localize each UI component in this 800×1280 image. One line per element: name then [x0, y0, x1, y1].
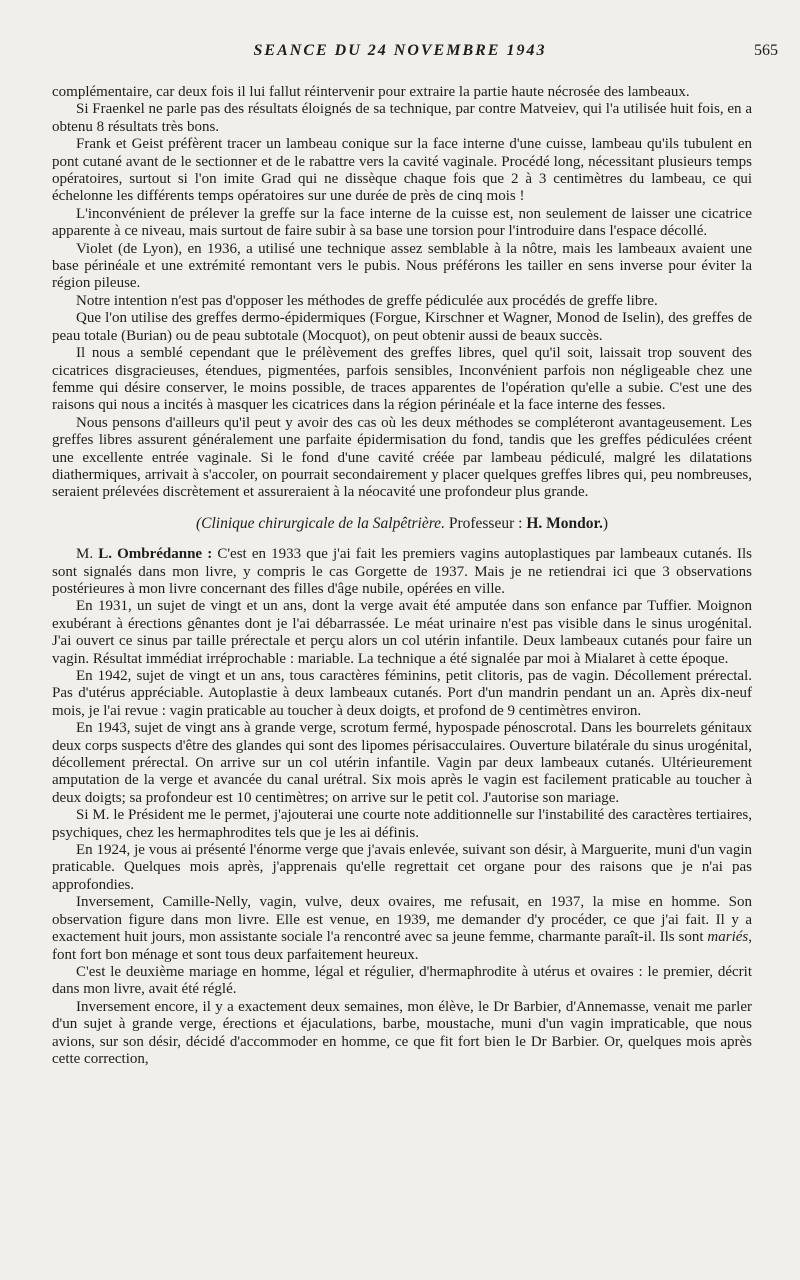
- speaker-text: C'est en 1933 que j'ai fait les premiers vagins autoplastiques par lambeaux cutanés. Ils sont signalés dans mon livre, y compris le cas Gorgette de 1937. Mais je ne retiendrai ici que 3 observations postérieures à mon livre concernant des filles d'âge nubile, opérées en ville.: [52, 546, 753, 597]
- paragraph: C'est le deuxième mariage en homme, légal et régulier, d'hermaphrodite à utérus et ovaires : le premier, décrit dans mon livre, avait été réglé.: [52, 963, 752, 998]
- professor-name: H. Mondor.: [526, 514, 603, 532]
- paragraph: L'inconvénient de prélever la greffe sur la face interne de la cuisse est, non seulement de laisser une cicatrice apparente à ce niveau, mais surtout de faire subir à sa base une torsion pour l'introduire dans l'espace décollé.: [52, 205, 752, 240]
- paragraph: En 1942, sujet de vingt et un ans, tous caractères féminins, petit clitoris, pas de vagin. Décollement prérectal. Pas d'utérus appréciable. Autoplastie à deux lambeaux cutanés. Port d'un mandrin pendant un an. Après dix-neuf mois, je l'ai revue : vagin praticable au toucher à deux doigts, et profond de 9 centimètres environ.: [52, 668, 752, 719]
- page-header: [0, 42, 800, 64]
- paragraph: [52, 894, 752, 964]
- paragraph: Inversement encore, il y a exactement deux semaines, mon élève, le Dr Barbier, d'Annemasse, venait me parler d'un sujet à grande verge, érections et éjaculations, barbe, moustache, muni d'un vagin impraticable, que nous avions, sur son désir, décidé d'accommoder en homme, ce que fit fort bien le Dr Barbier. Or, quelques mois après cette correction,: [52, 998, 752, 1067]
- paragraph: complémentaire, car deux fois il lui fallut réintervenir pour extraire la partie haute nécrosée des lambeaux.: [52, 84, 690, 100]
- heading-close: ): [602, 514, 609, 532]
- paragraph: Que l'on utilise des greffes dermo-épidermiques (Forgue, Kirschner et Wagner, Monod de Iselin), des greffes de peau totale (Burian) ou de peau subtotale (Mocquot), on peut obtenir aussi de beaux succès.: [52, 310, 752, 344]
- page-number: 565: [754, 42, 778, 59]
- professor-label: Professeur :: [448, 514, 523, 532]
- paragraph: En 1924, je vous ai présenté l'énorme verge que j'avais enlevée, suivant son désir, à Marguerite, muni d'un vagin praticable. Quelques mois après, j'apprenais qu'elle regrettait cet organe pour des raisons que je n'ai pas approfondies.: [52, 842, 752, 893]
- paragraph: Frank et Geist préfèrent tracer un lambeau conique sur la face interne d'une cuisse, lambeau qu'ils tubulent en pont cutané avant de le sectionner et de le rabattre vers la cavité vaginale. Procédé long, nécessitant plusieurs temps opératoires, surtout si l'on imite Grad qui ne dissèque chaque fois que 2 à 3 centimètres du lambeau, ce qui échelonne les différents temps opératoires sur une durée de près de cinq mois !: [52, 136, 752, 205]
- paragraph-text: Inversement, Camille-Nelly, vagin, vulve, deux ovaires, me refusait, en 1937, la mise en homme. Son observation figure dans mon livre. Elle est venue, en 1939, me demander d'y procéder, ce que j'ai fait. Il y a exactement huit jours, mon assistante sociale l'a rencontré avec sa jeune femme, charmante paraît-il. Ils sont: [52, 894, 752, 946]
- speaker-name: L. Ombrédanne :: [98, 546, 213, 563]
- speaker-paragraph: [52, 546, 752, 598]
- paragraph: Il nous a semblé cependant que le prélèvement des greffes libres, quel qu'il soit, laissait trop souvent des cicatrices disgracieuses, étendues, pigmentées, parfois sensibles, Inconvénient parfois non négligeable chez une femme qui désire conserver, le moins possible, de traces apparentes de l'opération qu'elle a subie. C'est une des raisons qui nous a incités à masquer les cicatrices dans la région périnéale et la face interne des fesses.: [52, 345, 752, 414]
- paragraph: En 1943, sujet de vingt ans à grande verge, scrotum fermé, hypospade pénoscrotal. Dans les bourrelets génitaux deux corps suspects d'être des glandes qui sont des lipomes périsacculaires. Ouverture bilatérale du sinus urogénital, décollement prérectal. On arrive sur un col utérin infantile. Vagin par deux lambeaux cutanés. Ultérieurement amputation de la verge et avancée du canal urétral. Six mois après le vagin est facilement praticable au toucher à deux doigts; sa profondeur est 10 centimètres; on arrive sur le petit col. J'autorise son mariage.: [52, 720, 752, 806]
- paragraph: Violet (de Lyon), en 1936, a utilisé une technique assez semblable à la nôtre, mais les lambeaux avaient une base périnéale et une extrémité remontant vers le pubis. Nous préférons les tailler en sens inverse pour éviter la région pileuse.: [52, 240, 752, 292]
- paragraph: Si M. le Président me le permet, j'ajouterai une courte note additionnelle sur l'instabilité des caractères tertiaires, psychiques, chez les hermaphrodites tels que je les ai définis.: [52, 807, 752, 841]
- body-text: [52, 84, 752, 1068]
- paragraph: Si Fraenkel ne parle pas des résultats éloignés de sa technique, par contre Matveiev, qui l'a utilisée huit fois, en a obtenu 8 résultats très bons.: [52, 101, 752, 135]
- section-heading: [52, 515, 752, 532]
- married-word: mariés: [707, 929, 749, 946]
- paragraph: En 1931, un sujet de vingt et un ans, dont la verge avait été amputée dans son enfance par Tuffier. Moignon exubérant à érections gênantes dont je l'ai débarrassée. Le méat urinaire n'est pas visible dans le sinus urogénital. J'ai ouvert ce sinus par taille prérectale et perçu alors un col utérin infantile. Deux lambeaux cutanés pour faire un vagin. Résultat immédiat irréprochable : mariable. La technique a été signalée par moi à Mialaret à cette époque.: [52, 598, 752, 667]
- paragraph: Nous pensons d'ailleurs qu'il peut y avoir des cas où les deux méthodes se compléteront avantageusement. Les greffes libres assurent généralement une parfaite épidermisation du fond, tandis que les greffes pédiculées créent une excellente entrée vaginale. Si le fond d'une cavité créée par lambeau pédiculé, malgré les dilatations diathermiques, arrivait à s'accoler, on pourrait secondairement y placer quelques greffes libres qui, peu nombreuses, seraient prélevées discrètement et assureraient à la néocavité une profondeur plus grande.: [52, 414, 752, 501]
- clinic-name: (Clinique chirurgicale de la Salpêtrière.: [195, 514, 445, 532]
- paragraph: Notre intention n'est pas d'opposer les méthodes de greffe pédiculée aux procédés de greffe libre.: [76, 292, 658, 309]
- running-title: SEANCE DU 24 NOVEMBRE 1943: [253, 42, 547, 59]
- paragraph-text: , font fort bon ménage et sont tous deux parfaitement heureux.: [52, 929, 753, 963]
- speaker-prefix: M.: [76, 546, 94, 563]
